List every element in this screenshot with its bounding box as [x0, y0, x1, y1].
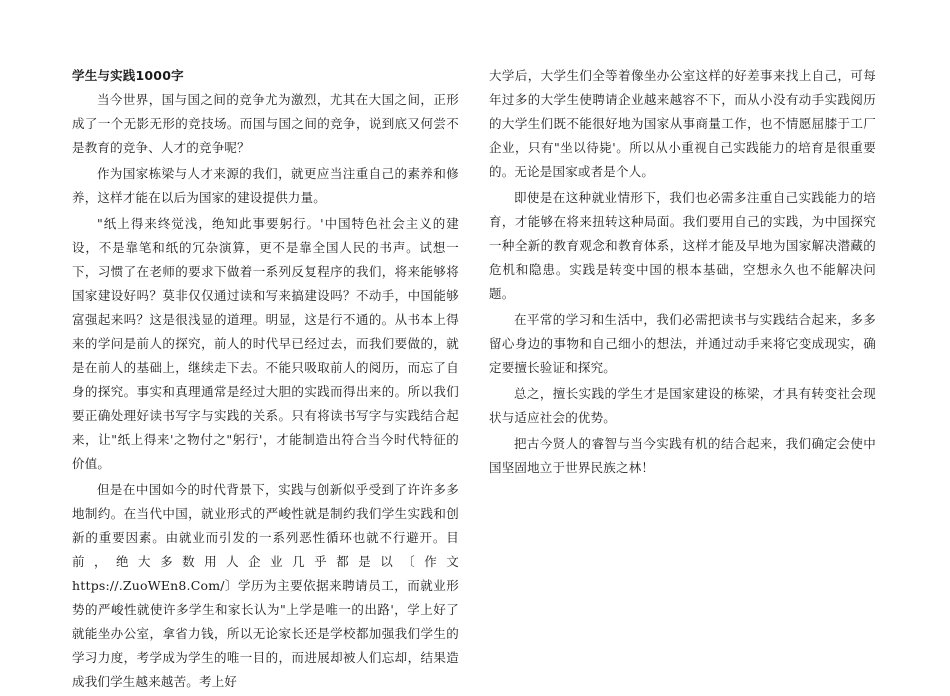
paragraph-talent: 作为国家栋梁与人才来源的我们，就更应当注重自己的素养和修养，这样才能在以后为国家的建设提供力量。	[72, 166, 459, 205]
paragraph-employment-continued: 大学后，大学生们全等着像坐办公室这样的好差事来找上自己，可每年过多的大学生使聘请企业越来越容不下，而从小没有动手实践阅历的大学生们既不能很好地为国家从事商量工作，也不情愿屈膝于工厂企业，只有"坐以待毙'。所以从小重视自己实践能力的培育是很重要的。无论是国家或者是个人。	[489, 68, 876, 179]
document-title: 学生与实践1000字	[72, 68, 184, 83]
paragraph-summary: 总之，擅长实践的学生才是国家建设的栋梁，才具有转变社会现状与适应社会的优势。	[489, 386, 876, 425]
left-column	[72, 64, 459, 696]
right-column	[489, 64, 876, 482]
paragraph-employment: 但是在中国如今的时代背景下，实践与创新似乎受到了许许多多地制约。在当代中国，就业形式的严峻性就是制约我们学生实践和创新的重要因素。由就业而引发的一系列恶性循环也就不行避开。目前，绝大多数用人企业几乎都是以〔作文https://.ZuoWEn8.Com/〕学历为主要依据来聘请员工，而就业形势的严峻性就使许多学生和家长认为"上学是唯一的出路'，学上好了就能坐办公室，拿省力钱，所以无论家长还是学校都加强我们学生的学习力度，考学成为学生的唯一目的，而进展却被人们忘却，结果造成我们学生越来越苦。考上好	[72, 482, 459, 689]
paragraph-intro: 当今世界，国与国之间的竞争尤为激烈，尤其在大国之间，正形成了一个无影无形的竞技场。而国与国之间的竞争，说到底又何尝不是教育的竞争、人才的竞争呢？	[72, 92, 459, 155]
paragraph-change: 即使是在这种就业情形下，我们也必需多注重自己实践能力的培育，才能够在将来扭转这种局面。我们要用自己的实践，为中国探究一种全新的教育观念和教育体系，这样才能及早地为国家解决潜藏的危机和隐患。实践是转变中国的根本基础，空想永久也不能解决问题。	[489, 190, 876, 301]
paragraph-practice: "纸上得来终觉浅，绝知此事要躬行。'中国特色社会主义的建设，不是靠笔和纸的冗杂演算，更不是靠全国人民的书声。试想一下，习惯了在老师的要求下做着一系列反复程序的我们，将来能够将国家建设好吗？莫非仅仅通过读和写来搞建设吗？不动手，中国能够富强起来吗？这是很浅显的道理。明显，这是行不通的。从书本上得来的学问是前人的探究，前人的时代早已经过去，而我们要做的，就是在前人的基础上，继续走下去。不能只吸取前人的阅历，而忘了自身的探究。事实和真理通常是经过大胆的实践而得出来的。所以我们要正确处理好读书写字与实践的关系。只有将读书写字与实践结合起来，让"纸上得来'之物付之"躬行'，才能制造出符合当今时代特征的价值。	[72, 216, 459, 471]
paragraph-conclusion: 把古今贤人的睿智与当今实践有机的结合起来，我们确定会使中国坚固地立于世界民族之林！	[489, 436, 876, 475]
paragraph-daily-life: 在平常的学习和生活中，我们必需把读书与实践结合起来，多多留心身边的事物和自己细小的想法，并通过动手来将它变成现实，确定要擅长验证和探究。	[489, 312, 876, 375]
